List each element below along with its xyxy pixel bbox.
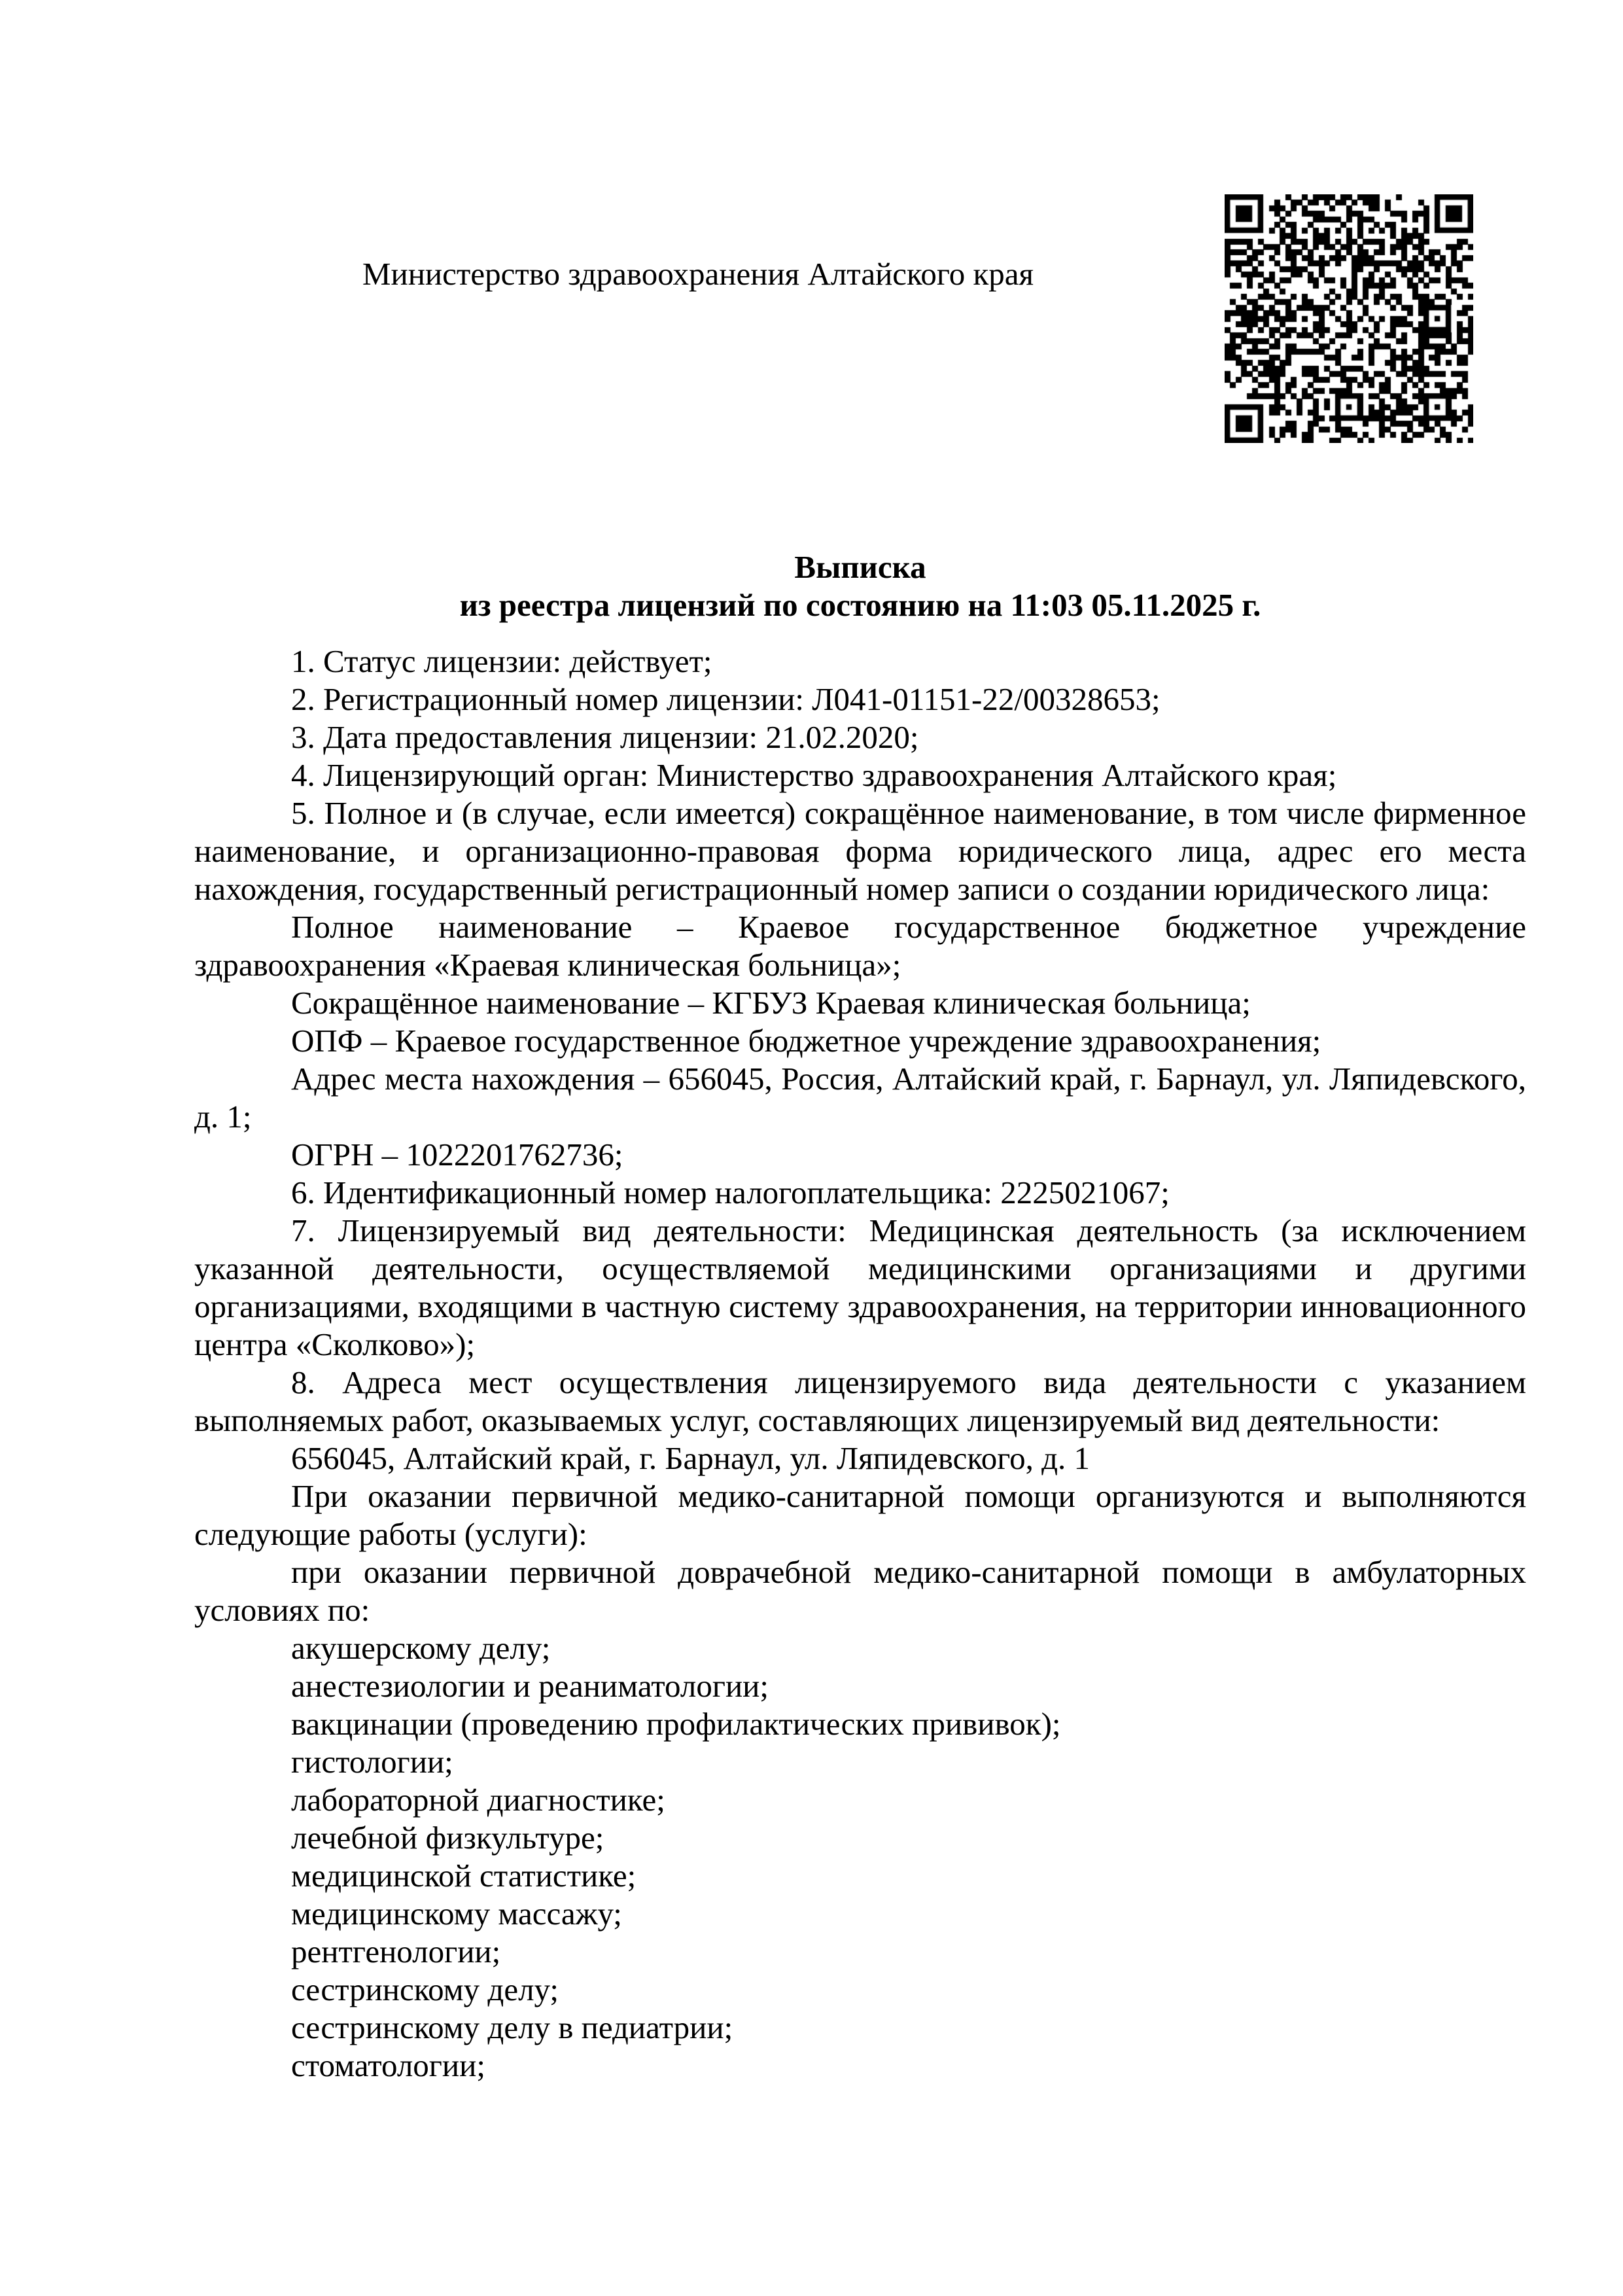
paragraph: лечебной физкультуре; bbox=[291, 1820, 604, 1856]
paragraph: сестринскому делу; bbox=[291, 1971, 559, 2007]
paragraph: 8. Адреса мест осуществления лицензируемого вида деятельности с указанием выполняемых работ, оказываемых услуг, составляющих лицензируемый вид деятельности: bbox=[194, 1364, 1526, 1438]
document-title bbox=[194, 548, 1526, 624]
paragraph: рентгенологии; bbox=[291, 1934, 501, 1969]
paragraph: 7. Лицензируемый вид деятельности: Медицинская деятельность (за исключением указанной деятельности, осуществляемой медицинскими организациями и другими организациями, входящими в частную систему здравоохранения, на территории инновационного центра «Сколково»); bbox=[194, 1212, 1526, 1362]
paragraph: стоматологии; bbox=[291, 2047, 485, 2083]
paragraph: медицинской статистике; bbox=[291, 1858, 637, 1894]
paragraph: лабораторной диагностике; bbox=[291, 1782, 665, 1818]
paragraph: при оказании первичной доврачебной медико-санитарной помощи в амбулаторных условиях по: bbox=[194, 1554, 1526, 1628]
paragraph: 3. Дата предоставления лицензии: 21.02.2020; bbox=[291, 719, 919, 755]
paragraph: 1. Статус лицензии: действует; bbox=[291, 643, 712, 679]
title-line-1: Выписка bbox=[794, 549, 926, 585]
ministry-header: Министерство здравоохранения Алтайского края bbox=[362, 256, 1034, 292]
paragraph: медицинскому массажу; bbox=[291, 1896, 622, 1932]
paragraph: 6. Идентификационный номер налогоплательщика: 2225021067; bbox=[291, 1174, 1170, 1210]
paragraph: Сокращённое наименование – КГБУЗ Краевая клиническая больница; bbox=[291, 985, 1251, 1021]
paragraph: 4. Лицензирующий орган: Министерство здравоохранения Алтайского края; bbox=[291, 757, 1337, 793]
paragraph: Полное наименование – Краевое государственное бюджетное учреждение здравоохранения «Краевая клиническая больница»; bbox=[194, 909, 1526, 983]
paragraph: акушерскому делу; bbox=[291, 1630, 551, 1666]
title-line-2: из реестра лицензий по состоянию на 11:03 05.11.2025 г. bbox=[459, 587, 1261, 623]
qr-code bbox=[1225, 194, 1473, 443]
qr-code-icon bbox=[1225, 194, 1473, 443]
paragraph: 2. Регистрационный номер лицензии: Л041-01151-22/00328653; bbox=[291, 681, 1161, 717]
paragraph: При оказании первичной медико-санитарной помощи организуются и выполняются следующие работы (услуги): bbox=[194, 1478, 1526, 1552]
paragraph: сестринскому делу в педиатрии; bbox=[291, 2009, 733, 2045]
document-content bbox=[194, 548, 1526, 2085]
paragraph: 656045, Алтайский край, г. Барнаул, ул. Ляпидевского, д. 1 bbox=[291, 1440, 1091, 1476]
paragraph: гистологии; bbox=[291, 1744, 453, 1780]
paragraph: анестезиологии и реаниматологии; bbox=[291, 1668, 769, 1704]
document-body bbox=[194, 643, 1526, 2085]
paragraph: Адрес места нахождения – 656045, Россия, Алтайский край, г. Барнаул, ул. Ляпидевского, д. 1; bbox=[194, 1061, 1526, 1135]
paragraph: ОПФ – Краевое государственное бюджетное учреждение здравоохранения; bbox=[291, 1023, 1321, 1059]
paragraph: 5. Полное и (в случае, если имеется) сокращённое наименование, в том числе фирменное наименование, и организационно-правовая форма юридического лица, адрес его места нахождения, государственный регистрационный номер записи о создании юридического лица: bbox=[194, 795, 1526, 907]
paragraph: вакцинации (проведению профилактических прививок); bbox=[291, 1706, 1061, 1742]
paragraph: ОГРН – 1022201762736; bbox=[291, 1137, 623, 1173]
